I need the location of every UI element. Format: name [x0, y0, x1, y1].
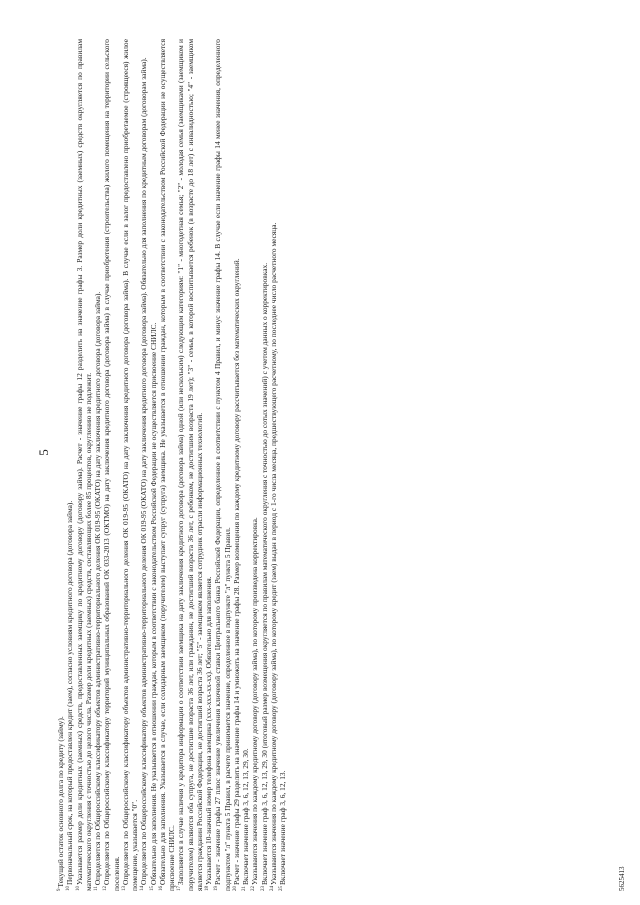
footnote-text: Указываются значения по каждому кредитному договору (договору займа), по которому произведена корректировка.	[250, 517, 260, 885]
footnote-number: 14	[140, 886, 146, 891]
footnote	[213, 39, 232, 891]
footnote-number: 11	[94, 886, 99, 891]
footnote-text: Включает значение граф 3, 6, 12, 13, 29, 30.	[241, 748, 250, 885]
footnote-text: Указывается 10-значный номер телефона заемщика (ххх-ххх-хх-хх). Обязательно для заполнения.	[204, 576, 213, 885]
footnote-text: Первоначальный срок, на который предоставлен кредит (заем), согласно условиям кредитного договора (договора займа).	[65, 500, 75, 885]
footnote-number: 9	[57, 888, 62, 891]
footnote-number: 25	[279, 886, 284, 891]
footnote-text: Заполняется в случае наличия у кредитора информации о соответствии заемщика на дату заключения кредитного договора (договора займа) одной (или нескольким) следующим категориям: "1" - многодетная семья; "2" - молодая семья (заемщиками (заемщиком и поручителем) являются оба супруга, не достигшие возраста 36 лет, или гражданин, не достигший возраста 36 лет, с ребенком, не достигшим возраста 19 лет); "3" - семья, в которой воспитывается ребенок (в возрасте до 18 лет) с инвалидностью; "4" - заемщиком является гражданин Российской Федерации, не достигший возраста 36 лет; "5" - заемщиком является сотрудник отрасли информационных технологий.	[176, 39, 204, 891]
footnote-text: Определяется по Общероссийскому классификатору объектов административно-территориального деления ОК 019-95 (ОКАТО) на дату заключения кредитного договора (договора займа). Обязательно для заполнения по кредитным договорам (договорам займа).	[139, 57, 149, 885]
footnote-text: Включает значение граф 3, 6, 12, 13, 29, 30 (итоговый размер возмещения округляется по правилам математического округления с точностью до сотых значений) с учетом данных о корректировках.	[259, 262, 269, 885]
footnote	[204, 39, 213, 891]
footnote-number: 15	[149, 886, 155, 891]
footnote-text: Расчет - значение графы 29 разделить на значение графы 14 и умножить на значение графы 28. Размер возмещения по каждому кредитному договору рассчитывается без математических округлений.	[231, 258, 241, 885]
footnote-text: Расчет - значение графы 27 плюс значение увеличения ключевой ставки Центрального банка Российской Федерации, определенное в соответствии с пунктом 4 Правил, и минус значение графы 14. В случае если значение графы 14 менее значения, определенного подпунктом "л" пункта 5 Правил, в расчете принимается значение, определенное в подпункте "л" пункта 5 Правил.	[213, 39, 232, 891]
footnote	[149, 39, 158, 891]
document-code: 5625413	[618, 866, 626, 891]
footnote-text: Текущий остаток основного долга по кредиту (займу).	[56, 716, 65, 888]
footnote-number: 12	[103, 886, 109, 891]
footnote-text: Обязательно для заполнения. Указывается в случае, если солидарным заемщиком (поручителем) выступает супруг (супруга) заемщика. Не указывается в отношении граждан, которым в соответствии с законодательством Российской Федерации не осуществляется присвоение СНИЛС.	[157, 39, 176, 891]
footnote-number: 10	[75, 886, 81, 891]
footnote	[232, 39, 241, 891]
footnote	[260, 39, 269, 891]
footnote	[93, 39, 102, 891]
page-number: 5	[36, 449, 51, 456]
footnote	[158, 39, 177, 891]
footnote	[250, 39, 259, 891]
footnote	[65, 39, 74, 891]
footnote	[121, 39, 140, 891]
footnote-number: 10	[66, 886, 72, 891]
footnote-number: 22	[251, 886, 257, 891]
footnote-number: 13	[121, 886, 127, 891]
footnote-text: Указываются значения по каждому кредитному договору (договору займа), по которому кредит (заем) выдан в период с 1-го числа месяца, предшествующего расчетному, по последнее число расчетного месяца.	[268, 222, 278, 885]
footnote	[56, 39, 65, 891]
footnote-number: 19	[214, 886, 220, 891]
footnote-text: Включает значение граф 3, 6, 12, 13.	[278, 770, 287, 885]
footnote	[278, 39, 287, 891]
footnote-number: 24	[269, 886, 275, 891]
footnote	[75, 39, 94, 891]
footnote-text: Определяется по Общероссийскому классификатору объектов административно-территориального деления ОК 019-95 (ОКАТО) на дату заключения кредитного договора (договора займа). В случае если в залог предоставлено приобретаемое (строящееся) жилое помещение, указывается "0".	[120, 39, 139, 891]
footnote-number: 17	[177, 886, 183, 891]
footnote	[102, 39, 121, 891]
footnote	[139, 39, 148, 891]
footnote-number: 20	[232, 886, 238, 891]
footnote-text: Обязательно для заполнения. Не указывается в отношении граждан, которым в соответствии с законодательством Российской Федерации не осуществляется присвоение СНИЛС.	[148, 322, 158, 885]
footnotes-block	[56, 39, 287, 891]
footnote-number: 23	[260, 886, 266, 891]
footnote	[176, 39, 204, 891]
footnote-text: Определяется по Общероссийскому классификатору объектов административно-территориального деления ОК 019-95 (ОКАТО) на дату заключения кредитного договора (договора займа).	[93, 291, 102, 886]
footnote-number: 16	[158, 886, 164, 891]
footnote-text: Определяется по Общероссийскому классификатору территорий муниципальных образований ОК 033-2013 (ОКТМО) на дату заключения кредитного договора (договора займа) в случае приобретения (строительства) жилого помещения на территории сельского поселения.	[102, 39, 121, 891]
footnote	[269, 39, 278, 891]
footnote-number: 21	[242, 886, 247, 891]
footnote-text: Указывается размер доли кредитных (заемных) средств, предоставленных заемщику по кредитному договору (договору займа). Расчет - значение графы 12 разделить на значение графы 3. Размер доли кредитных (заемных) средств округляется по правилам математического округления с точностью до целого числа. Размер доли кредитных (заемных) средств, составляющих более 85 процентов, округлению не подлежит.	[74, 39, 93, 891]
footnote-number: 18	[205, 886, 210, 891]
footnote	[241, 39, 250, 891]
